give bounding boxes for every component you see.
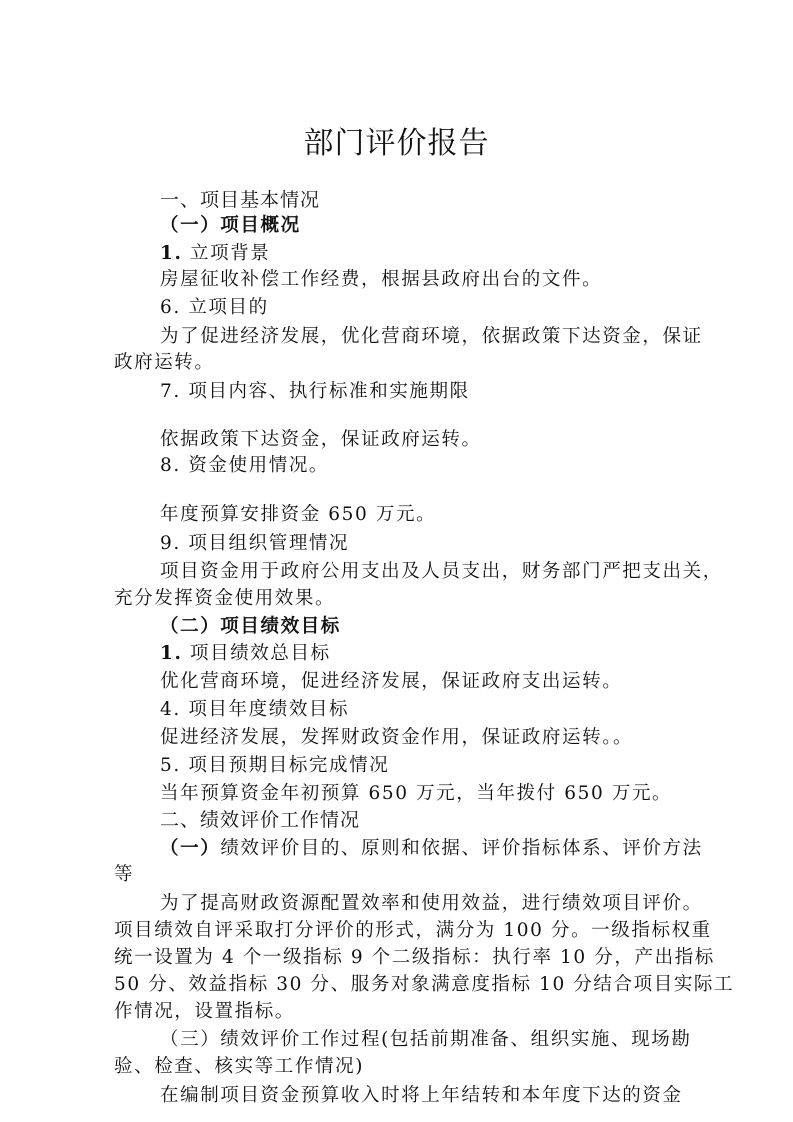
subsection-label: （一） <box>160 838 221 859</box>
subsection-heading-process: （三）绩效评价工作过程(包括前期准备、组织实施、现场勘 <box>160 1029 692 1050</box>
paragraph: 优化营商环境，促进经济发展，保证政府支出运转。 <box>160 671 623 692</box>
item-heading-8: 8. 资金使用情况。 <box>160 455 330 476</box>
paragraph-line: 为了提高财政资源配置效率和使用效益，进行绩效项目评价。 <box>160 893 703 914</box>
subsection-heading-goals: （二）项目绩效目标 <box>160 616 341 637</box>
paragraph-line: 作情况，设置指标。 <box>114 1001 295 1022</box>
paragraph: 年度预算安排资金 650 万元。 <box>160 504 437 525</box>
subsection-heading-overview: （一）项目概况 <box>160 215 301 236</box>
item-text: 立项背景 <box>190 243 271 264</box>
paragraph-line: 等 <box>114 864 135 885</box>
paragraph-line: 验、检查、核实等工作情况) <box>114 1056 365 1077</box>
paragraph: 促进经济发展，发挥财政资金作用，保证政府运转。。 <box>160 727 634 748</box>
subsection-heading-evaluation <box>160 837 703 861</box>
item-heading-9: 9. 项目组织管理情况 <box>160 533 350 554</box>
paragraph-line: 项目绩效自评采取打分评价的形式，满分为 100 分。一级指标权重 <box>114 920 712 941</box>
item-heading-1 <box>160 242 270 266</box>
paragraph: 当年预算资金年初预算 650 万元，当年拨付 650 万元。 <box>160 783 673 804</box>
subsection-text: 绩效评价目的、原则和依据、评价指标体系、评价方法 <box>220 838 703 859</box>
item-number: 1. <box>160 643 183 664</box>
paragraph-line: 为了促进经济发展，优化营商环境，依据政策下达资金，保证 <box>160 326 703 347</box>
item-heading-6: 6. 立项目的 <box>160 297 269 318</box>
paragraph-line: 项目资金用于政府公用支出及人员支出，财务部门严把支出关， <box>160 561 723 582</box>
paragraph-line: 充分发挥资金使用效果。 <box>114 588 336 609</box>
paragraph-line: 在编制项目资金预算收入时将上年结转和本年度下达的资金 <box>160 1085 683 1106</box>
section-heading-1: 一、项目基本情况 <box>160 189 321 211</box>
item-heading-7: 7. 项目内容、执行标准和实施期限 <box>160 381 470 402</box>
goal-heading-4: 4. 项目年度绩效目标 <box>160 699 350 720</box>
document-title: 部门评价报告 <box>303 126 490 161</box>
goal-heading-1 <box>160 642 331 666</box>
paragraph-line: 50 分、效益指标 30 分、服务对象满意度指标 10 分结合项目实际工 <box>114 974 735 995</box>
paragraph-line: 政府运转。 <box>114 352 215 373</box>
item-text: 项目绩效总目标 <box>190 643 331 664</box>
paragraph-line: 统一设置为 4 个一级指标 9 个二级指标：执行率 10 分，产出指标 <box>114 947 715 968</box>
item-number: 1. <box>160 243 183 264</box>
paragraph: 房屋征收补偿工作经费，根据县政府出台的文件。 <box>160 269 603 290</box>
section-heading-2: 二、绩效评价工作情况 <box>160 809 361 831</box>
paragraph: 依据政策下达资金，保证政府运转。 <box>160 429 482 450</box>
goal-heading-5: 5. 项目预期目标完成情况 <box>160 755 390 776</box>
